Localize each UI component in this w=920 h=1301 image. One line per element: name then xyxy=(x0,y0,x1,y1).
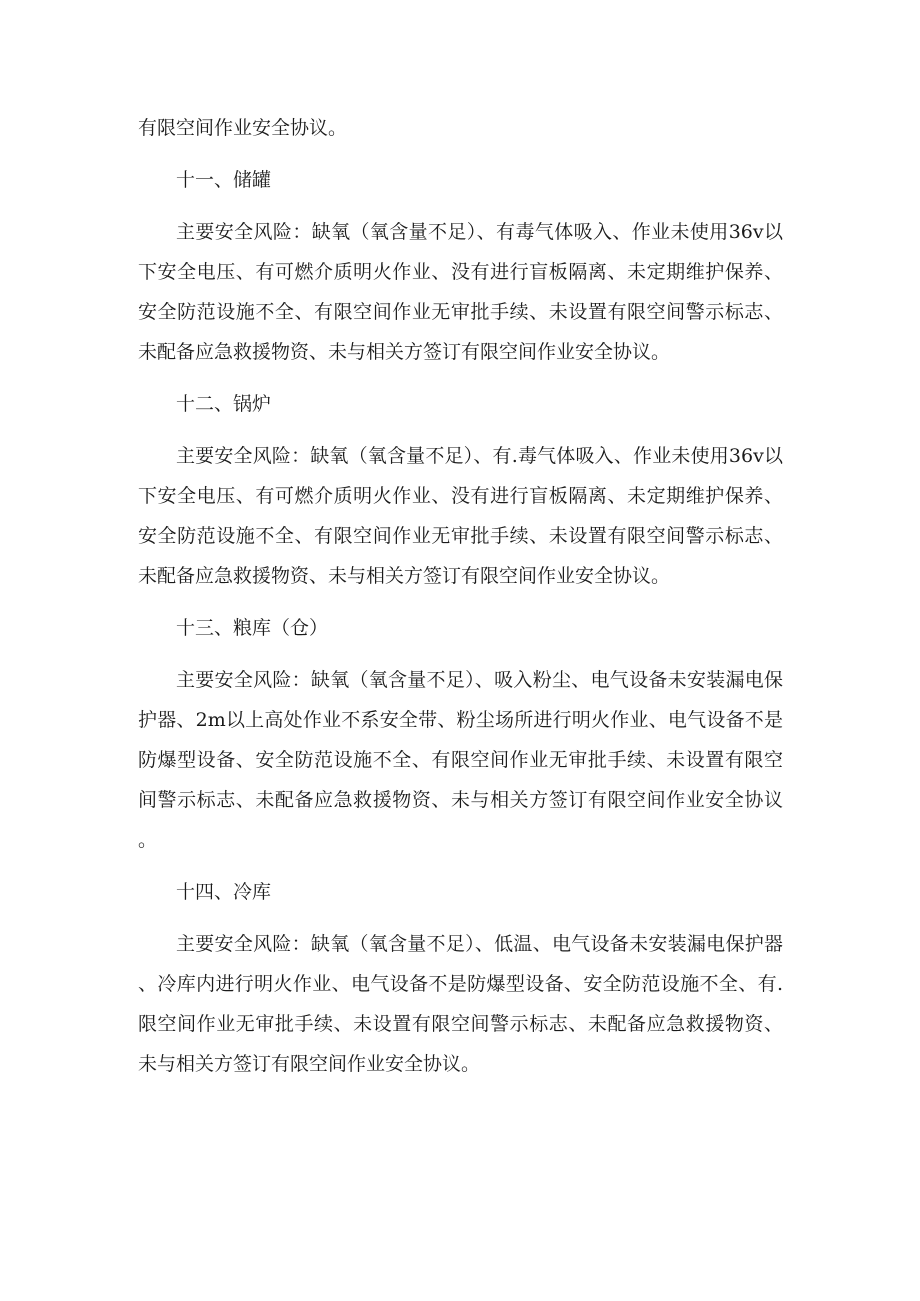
section-body-boiler: 主要安全风险：缺氧（氧含量不足）、有.毒气体吸入、作业未使用36v以下安全电压、有可燃介质明火作业、没有进行盲板隔离、未定期维护保养、安全防范设施不全、有限空间作业无审批手续、未设置有限空间警示标志、未配备应急救援物资、未与相关方签订有限空间作业安全协议。 xyxy=(138,445,783,587)
section-body-granary: 主要安全风险：缺氧（氧含量不足）、吸入粉尘、电气设备未安装漏电保护器、2m以上高处作业不系安全带、粉尘场所进行明火作业、电气设备不是防爆型设备、安全防范设施不全、有限空间作业无审批手续、未设置有限空间警示标志、未配备应急救援物资、未与相关方签订有限空间作业安全协议。 xyxy=(138,669,783,851)
section-heading-storage-tank: 十一、储罐 xyxy=(176,169,272,191)
section-heading-boiler: 十二、锅炉 xyxy=(176,393,272,415)
document-page xyxy=(138,108,783,1096)
section-heading-cold-storage: 十四、冷库 xyxy=(176,881,272,903)
paragraph-continued: 有限空间作业安全协议。 xyxy=(138,117,348,139)
section-body-storage-tank: 主要安全风险：缺氧（氧含量不足）、有毒气体吸入、作业未使用36v以下安全电压、有可燃介质明火作业、没有进行盲板隔离、未定期维护保养、安全防范设施不全、有限空间作业无审批手续、未设置有限空间警示标志、未配备应急救援物资、未与相关方签订有限空间作业安全协议。 xyxy=(138,221,783,363)
section-body-cold-storage: 主要安全风险：缺氧（氧含量不足）、低温、电气设备未安装漏电保护器、冷库内进行明火作业、电气设备不是防爆型设备、安全防范设施不全、有.限空间作业无审批手续、未设置有限空间警示标志、未配备应急救援物资、未与相关方签订有限空间作业安全协议。 xyxy=(138,933,783,1075)
section-heading-granary: 十三、粮库（仓） xyxy=(176,617,329,639)
